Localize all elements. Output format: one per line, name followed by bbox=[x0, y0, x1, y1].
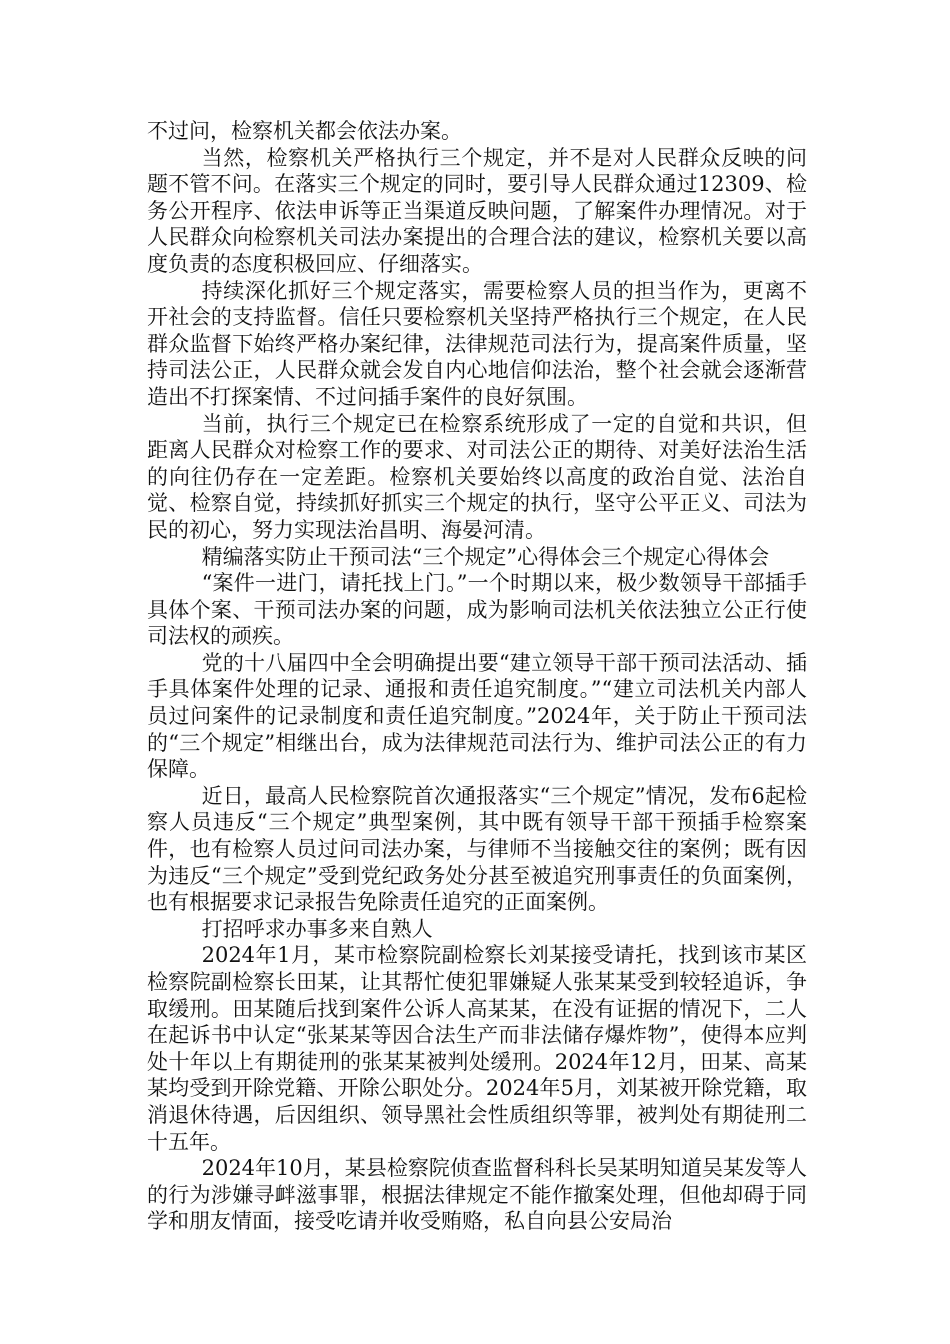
paragraph: 持续深化抓好三个规定落实，需要检察人员的担当作为，更离不开社会的支持监督。信任只要检察机关坚持严格执行三个规定，在人民群众监督下始终严格办案纪律，法律规范司法行为，提高案件质量，坚持司法公正，人民群众就会发自内心地信仰法治，整个社会就会逐渐营造出不打探案情、不过问插手案件的良好氛围。 bbox=[147, 278, 807, 409]
paragraph: “案件一进门，请托找上门。”一个时期以来，极少数领导干部插手具体个案、干预司法办案的问题，成为影响司法机关依法独立公正行使司法权的顽疾。 bbox=[147, 571, 807, 649]
paragraph: 当前，执行三个规定已在检察系统形成了一定的自觉和共识，但距离人民群众对检察工作的要求、对司法公正的期待、对美好法治生活的向往仍存在一定差距。检察机关要始终以高度的政治自觉、法治自觉、检察自觉，持续抓好抓实三个规定的执行，坚守公平正义、司法为民的初心，努力实现法治昌明、海晏河清。 bbox=[147, 411, 807, 542]
paragraph: 2024年1月，某市检察院副检察长刘某接受请托，找到该市某区检察院副检察长田某，让其帮忙使犯罪嫌疑人张某某受到较轻追诉，争取缓刑。田某随后找到案件公诉人高某某，在没有证据的情况下，二人在起诉书中认定“张某某等因合法生产而非法储存爆炸物”，使得本应判处十年以上有期徒刑的张某某被判处缓刑。2024年12月，田某、高某某均受到开除党籍、开除公职处分。2024年5月，刘某被开除党籍，取消退休待遇，后因组织、领导黑社会性质组织等罪，被判处有期徒刑二十五年。 bbox=[147, 943, 807, 1154]
paragraph: 近日，最高人民检察院首次通报落实“三个规定”情况，发布6起检察人员违反“三个规定”典型案例，其中既有领导干部干预插手检察案件，也有检察人员过问司法办案，与律师不当接触交往的案例；既有因为违反“三个规定”受到党纪政务处分甚至被追究刑事责任的负面案例，也有根据要求记录报告免除责任追究的正面案例。 bbox=[147, 783, 807, 915]
paragraph: 党的十八届四中全会明确提出要“建立领导干部干预司法活动、插手具体案件处理的记录、通报和责任追究制度。”“建立司法机关内部人员过问案件的记录制度和责任追究制度。”2024年，关于防止干预司法的“三个规定”相继出台，成为法律规范司法行为、维护司法公正的有力保障。 bbox=[147, 650, 807, 782]
section-title: 精编落实防止干预司法“三个规定”心得体会三个规定心得体会 bbox=[201, 544, 770, 569]
document-body bbox=[147, 118, 807, 1235]
paragraph-continuation: 不过问，检察机关都会依法办案。 bbox=[147, 119, 462, 143]
paragraph: 当然，检察机关严格执行三个规定，并不是对人民群众反映的问题不管不问。在落实三个规定的同时，要引导人民群众通过12309、检务公开程序、依法申诉等正当渠道反映问题，了解案件办理情况。对于人民群众向检察机关司法办案提出的合理合法的建议，检察机关要以高度负责的态度积极回应、仔细落实。 bbox=[147, 145, 807, 276]
paragraph: 2024年10月，某县检察院侦查监督科科长吴某明知道吴某发等人的行为涉嫌寻衅滋事罪，根据法律规定不能作撤案处理，但他却碍于同学和朋友情面，接受吃请并收受贿赂，私自向县公安局治 bbox=[147, 1156, 807, 1234]
section-subtitle: 打招呼求办事多来自熟人 bbox=[201, 916, 433, 941]
